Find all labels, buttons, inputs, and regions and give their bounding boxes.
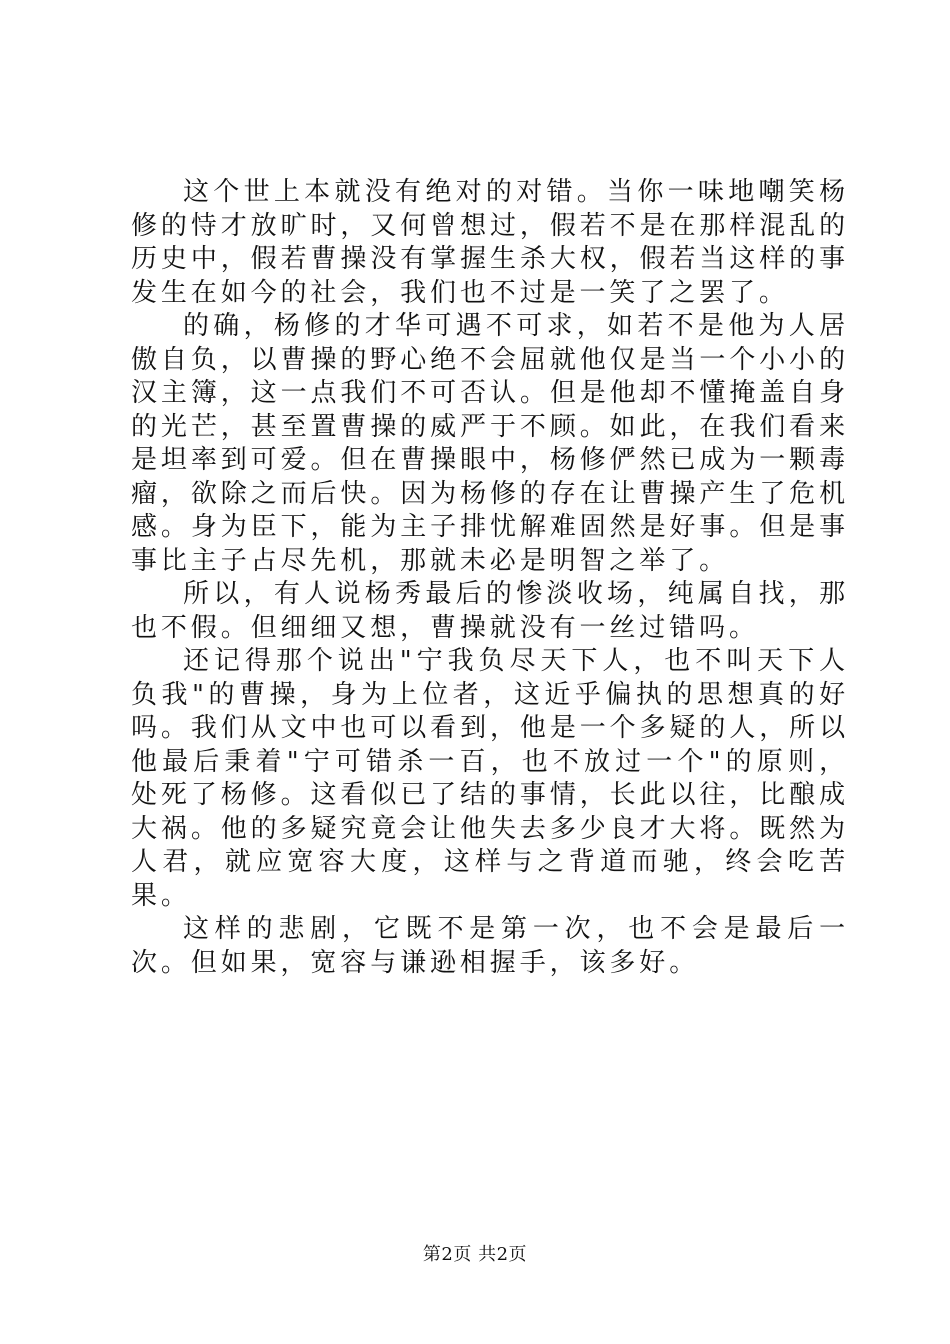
paragraph-2: 的确，杨修的才华可遇不可求，如若不是他为人居傲自负，以曹操的野心绝不会屈就他仅是当一个小小的汉主簿，这一点我们不可否认。但是他却不懂掩盖自身的光芒，甚至置曹操的威严于不顾。如此，在我们看来是坦率到可爱。但在曹操眼中，杨修俨然已成为一颗毒瘤，欲除之而后快。因为杨修的存在让曹操产生了危机感。身为臣下，能为主子排忧解难固然是好事。但是事事比主子占尽先机，那就未必是明智之举了。 bbox=[131, 311, 849, 576]
paragraph-5: 这样的悲剧，它既不是第一次，也不会是最后一次。但如果，宽容与谦逊相握手，该多好。 bbox=[131, 914, 849, 978]
page-number-footer: 第2页 共2页 bbox=[422, 1244, 528, 1265]
paragraph-3: 所以，有人说杨秀最后的惨淡收场，纯属自找，那也不假。但细细又想，曹操就没有一丝过错吗。 bbox=[131, 579, 849, 643]
paragraph-4: 还记得那个说出"宁我负尽天下人，也不叫天下人负我"的曹操，身为上位者，这近乎偏执的思想真的好吗。我们从文中也可以看到，他是一个多疑的人，所以他最后秉着"宁可错杀一百，也不放过一个"的原则，处死了杨修。这看似已了结的事情，长此以往，比酿成大祸。他的多疑究竟会让他失去多少良才大将。既然为人君，就应宽容大度，这样与之背道而驰，终会吃苦果。 bbox=[131, 646, 849, 911]
body-text bbox=[131, 176, 849, 980]
paragraph-1: 这个世上本就没有绝对的对错。当你一味地嘲笑杨修的恃才放旷时，又何曾想过，假若不是在那样混乱的历史中，假若曹操没有掌握生杀大权，假若当这样的事发生在如今的社会，我们也不过是一笑了之罢了。 bbox=[131, 177, 849, 308]
